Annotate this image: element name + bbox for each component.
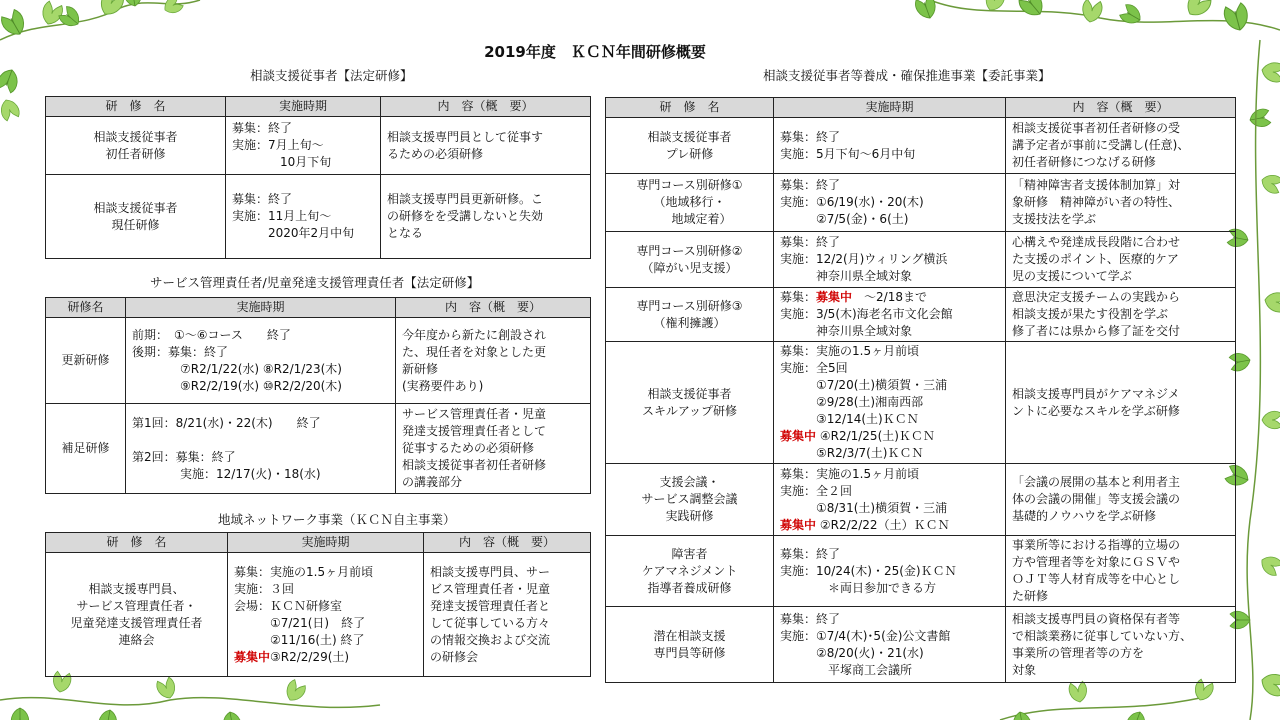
table-row — [606, 607, 1236, 683]
training-content: 相談支援専門員がケアマネジメ ントに必要なスキルを学ぶ研修 — [1006, 342, 1236, 464]
training-name: 相談支援従事者 スキルアップ研修 — [606, 342, 774, 464]
header-name: 研修名 — [46, 298, 126, 318]
training-period: 募集：終了 実施：①6/19(水)・20(木) ②7/5(金)・6(土) — [774, 174, 1006, 232]
table-row — [606, 536, 1236, 607]
table-header — [46, 97, 591, 117]
training-name: 障害者 ケアマネジメント 指導者養成研修 — [606, 536, 774, 607]
header-content: 内 容（概 要） — [1006, 98, 1236, 118]
training-period: 募集：終了 実施：①7/4(木)･5(金)公文書館 ②8/20(火)・21(水) 平塚商工会議所 — [774, 607, 1006, 683]
training-content: 意思決定支援チームの実践から 相談支援が果たす役割を学ぶ 修了者には県から修了証を交付 — [1006, 288, 1236, 342]
page-title: 2019年度 ＫＣＮ年間研修概要 — [484, 43, 706, 61]
recruiting-badge: 募集中 — [234, 649, 271, 664]
training-period: 第1回：8/21(水)・22(木) 終了 第2回：募集：終了 実施：12/17(火)・18(水) — [126, 404, 396, 494]
table-header — [46, 533, 591, 553]
training-name: 支援会議・ サービス調整会議 実践研修 — [606, 464, 774, 536]
training-content: 相談支援従事者初任者研修の受 講予定者が事前に受講し(任意)、 初任者研修につなげる研修 — [1006, 118, 1236, 174]
header-name: 研 修 名 — [606, 98, 774, 118]
training-content: 今年度から新たに創設され た、現任者を対象とした更 新研修 (実務要件あり) — [396, 318, 591, 404]
training-name: 相談支援従事者 初任者研修 — [46, 117, 226, 175]
table-row — [46, 318, 591, 404]
section-title-itaku: 相談支援従事者等養成・確保推進事業【委託事業】 — [763, 68, 1051, 83]
training-name: 補足研修 — [46, 404, 126, 494]
training-content: 事業所等における指導的立場の 方や管理者等を対象にＧＳＶや ＯＪＴ等人材育成等を中心とし た研修 — [1006, 536, 1236, 607]
section-title-network: 地域ネットワーク事業（ＫＣＮ自主事業） — [218, 512, 456, 527]
training-name: 専門コース別研修③ （権利擁護） — [606, 288, 774, 342]
training-name: 専門コース別研修① （地域移行・ 地域定着） — [606, 174, 774, 232]
table-row — [46, 404, 591, 494]
table-row — [606, 342, 1236, 464]
training-content: 「会議の展開の基本と利用者主 体の会議の開催」等支援会議の 基礎的ノウハウを学ぶ研修 — [1006, 464, 1236, 536]
table-row — [46, 117, 591, 175]
header-name: 研 修 名 — [46, 97, 226, 117]
recruiting-badge: 募集中 — [816, 290, 853, 304]
training-content: 「精神障害者支援体制加算」対 象研修 精神障がい者の特性、 支援技法を学ぶ — [1006, 174, 1236, 232]
training-period: 募集：終了 実施：11月上旬～ 2020年2月中旬 — [226, 175, 381, 259]
table-header — [606, 98, 1236, 118]
header-period: 実施時期 — [126, 298, 396, 318]
header-content: 内 容（概 要） — [396, 298, 591, 318]
training-period: 募集：募集中 ～2/18まで 実施：3/5(木)海老名市文化会館 神奈川県全域対象 — [774, 288, 1006, 342]
table-service-houtei — [45, 297, 591, 494]
section-title-service: サービス管理責任者/児童発達支援管理責任者【法定研修】 — [150, 275, 480, 290]
training-name: 相談支援従事者 現任研修 — [46, 175, 226, 259]
table-row — [46, 175, 591, 259]
training-period: 募集：実施の1.5ヶ月前頃 実施：３回 会場：ＫＣＮ研修室 ①7/21(日) 終了 ②11/16(土) 終了 募集中③R2/2/29(土) — [228, 553, 424, 677]
table-network — [45, 532, 591, 677]
table-row — [606, 118, 1236, 174]
training-content: 相談支援専門員更新研修。こ の研修をを受講しないと失効 となる — [381, 175, 591, 259]
training-content: 相談支援専門員として従事す るための必須研修 — [381, 117, 591, 175]
recruiting-badge: 募集中 — [780, 429, 817, 443]
recruiting-badge: 募集中 — [780, 517, 817, 532]
training-period: 募集：終了 実施：10/24(木)・25(金)ＫＣＮ ＊両日参加できる方 — [774, 536, 1006, 607]
table-row — [606, 288, 1236, 342]
table-row — [606, 232, 1236, 288]
section-title-soudan: 相談支援従事者【法定研修】 — [250, 68, 413, 83]
training-name: 更新研修 — [46, 318, 126, 404]
table-soudan-houtei — [45, 96, 591, 259]
table-header — [46, 298, 591, 318]
training-period: 募集：実施の1.5ヶ月前頃 実施：全２回 ①8/31(土)横須賀・三浦 募集中 ②R2/2/22（土）ＫＣＮ — [774, 464, 1006, 536]
training-period: 募集：実施の1.5ヶ月前頃 実施：全5回 ①7/20(土)横須賀・三浦 ②9/28(土)湘南西部 ③12/14(土)ＫＣＮ 募集中 ④R2/1/25(土)ＫＣＮ ⑤R2/3/7(土)ＫＣＮ — [774, 342, 1006, 464]
table-row — [46, 553, 591, 677]
training-period: 募集：終了 実施：12/2(月)ウィリング横浜 神奈川県全域対象 — [774, 232, 1006, 288]
training-content: 相談支援専門員、サー ビス管理責任者・児童 発達支援管理責任者と して従事している方々 の情報交換および交流 の研修会 — [424, 553, 591, 677]
table-itaku — [605, 97, 1236, 683]
training-name: 潜在相談支援 専門員等研修 — [606, 607, 774, 683]
header-period: 実施時期 — [774, 98, 1006, 118]
training-name: 相談支援専門員、 サービス管理責任者・ 児童発達支援管理責任者 連絡会 — [46, 553, 228, 677]
training-period: 前期： ①～⑥コース 終了 後期：募集：終了 ⑦R2/1/22(水) ⑧R2/1/23(木) ⑨R2/2/19(水) ⑩R2/2/20(木) — [126, 318, 396, 404]
training-period: 募集：終了 実施：7月上旬～ 10月下旬 — [226, 117, 381, 175]
training-content: サービス管理責任者・児童 発達支援管理責任者として 従事するための必須研修 相談支援従事者初任者研修 の講義部分 — [396, 404, 591, 494]
training-period: 募集：終了 実施：5月下旬～6月中旬 — [774, 118, 1006, 174]
header-content: 内 容（概 要） — [424, 533, 591, 553]
header-name: 研 修 名 — [46, 533, 228, 553]
header-period: 実施時期 — [226, 97, 381, 117]
training-content: 心構えや発達成長段階に合わせ た支援のポイント、医療的ケア 児の支援について学ぶ — [1006, 232, 1236, 288]
table-row — [606, 464, 1236, 536]
header-period: 実施時期 — [228, 533, 424, 553]
training-name: 専門コース別研修② （障がい児支援） — [606, 232, 774, 288]
training-content: 相談支援専門員の資格保有者等 で相談業務に従事していない方、 事業所の管理者等の方を 対象 — [1006, 607, 1236, 683]
training-name: 相談支援従事者 プレ研修 — [606, 118, 774, 174]
table-row — [606, 174, 1236, 232]
header-content: 内 容（概 要） — [381, 97, 591, 117]
